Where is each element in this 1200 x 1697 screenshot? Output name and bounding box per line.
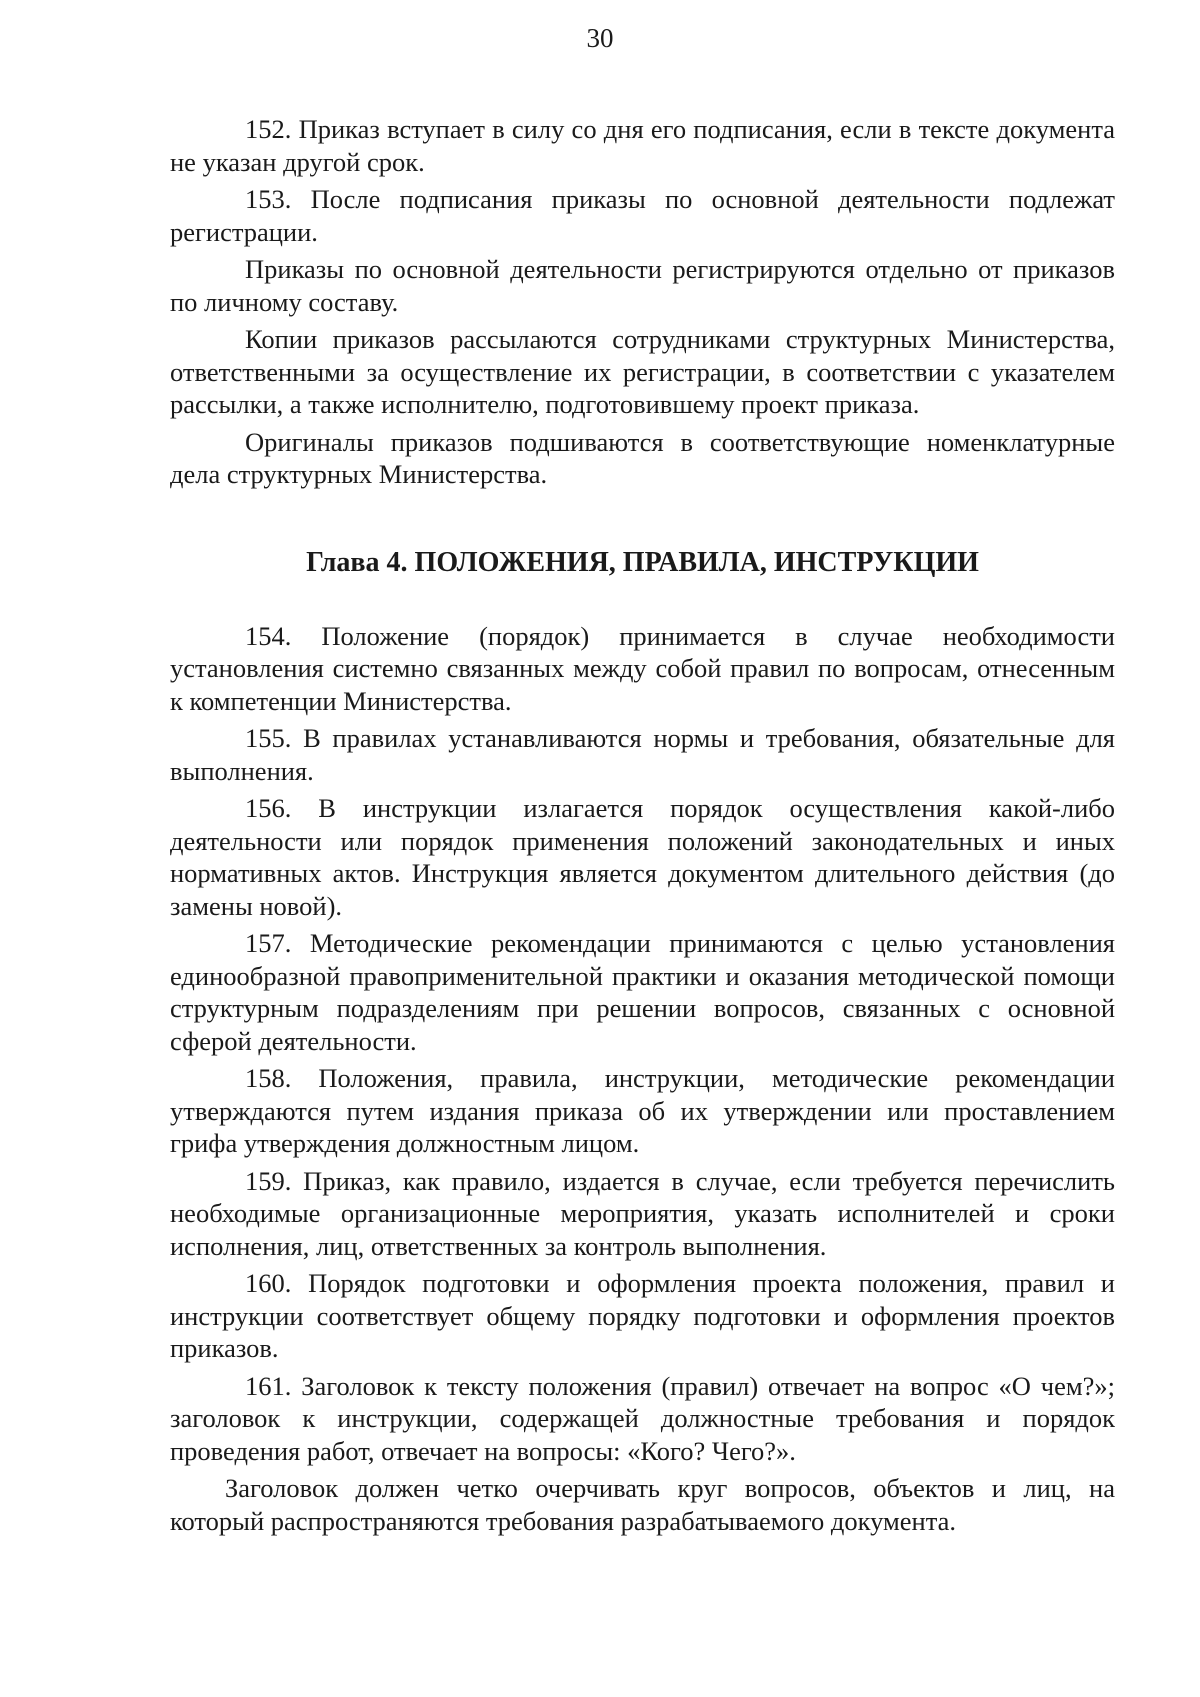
paragraph-155: 155. В правилах устанавливаются нормы и требования, обязательные для выполнения.: [170, 723, 1115, 786]
paragraph-copies: Копии приказов рассылаются сотрудниками структурных Министерства, ответственными за осуществление их регистрации, в соответствии с указателем рассылки, а также исполнителю, подготовившему проект приказа.: [170, 324, 1115, 419]
paragraph-160: 160. Порядок подготовки и оформления проекта положения, правил и инструкции соответствует общему порядку подготовки и оформления проектов приказов.: [170, 1268, 1115, 1363]
paragraph-heading-requirements: Заголовок должен четко очерчивать круг вопросов, объектов и лиц, на который распространяются требования разрабатываемого документа.: [170, 1473, 1115, 1536]
paragraph-154: 154. Положение (порядок) принимается в случае необходимости установления системно связанных между собой правил по вопросам, отнесенным к компетенции Министерства.: [170, 620, 1115, 716]
paragraph-registration: Приказы по основной деятельности регистрируются отдельно от приказов по личному составу.: [170, 254, 1115, 317]
paragraph-156: 156. В инструкции излагается порядок осуществления какой-либо деятельности или порядок применения положений законодательных и иных нормативных актов. Инструкция является документом длительного действия (до замены новой).: [170, 793, 1115, 921]
paragraph-158: 158. Положения, правила, инструкции, методические рекомендации утверждаются путем издания приказа об их утверждении или проставлением грифа утверждения должностным лицом.: [170, 1063, 1115, 1158]
paragraph-161: 161. Заголовок к тексту положения (правил) отвечает на вопрос «О чем?»; заголовок к инструкции, содержащей должностные требования и порядок проведения работ, отвечает на вопросы: «Кого? Чего?».: [170, 1370, 1115, 1466]
paragraph-originals: Оригиналы приказов подшиваются в соответствующие номенклатурные дела структурных Министерства.: [170, 426, 1115, 489]
paragraph-153: 153. После подписания приказы по основной деятельности подлежат регистрации.: [170, 184, 1115, 247]
paragraph-152: 152. Приказ вступает в силу со дня его подписания, если в тексте документа не указан другой срок.: [170, 114, 1115, 177]
document-body: [170, 113, 1115, 1542]
paragraph-159: 159. Приказ, как правило, издается в случае, если требуется перечислить необходимые организационные мероприятия, указать исполнителей и сроки исполнения, лиц, ответственных за контроль выполнения.: [170, 1165, 1115, 1261]
paragraph-157: 157. Методические рекомендации принимаются с целью установления единообразной правоприменительной практики и оказания методической помощи структурным подразделениям при решении вопросов, связанных с основной сферой деятельности.: [170, 928, 1115, 1056]
page-number: 30: [586, 23, 614, 53]
chapter-heading: Глава 4. ПОЛОЖЕНИЯ, ПРАВИЛА, ИНСТРУКЦИИ: [306, 546, 979, 578]
